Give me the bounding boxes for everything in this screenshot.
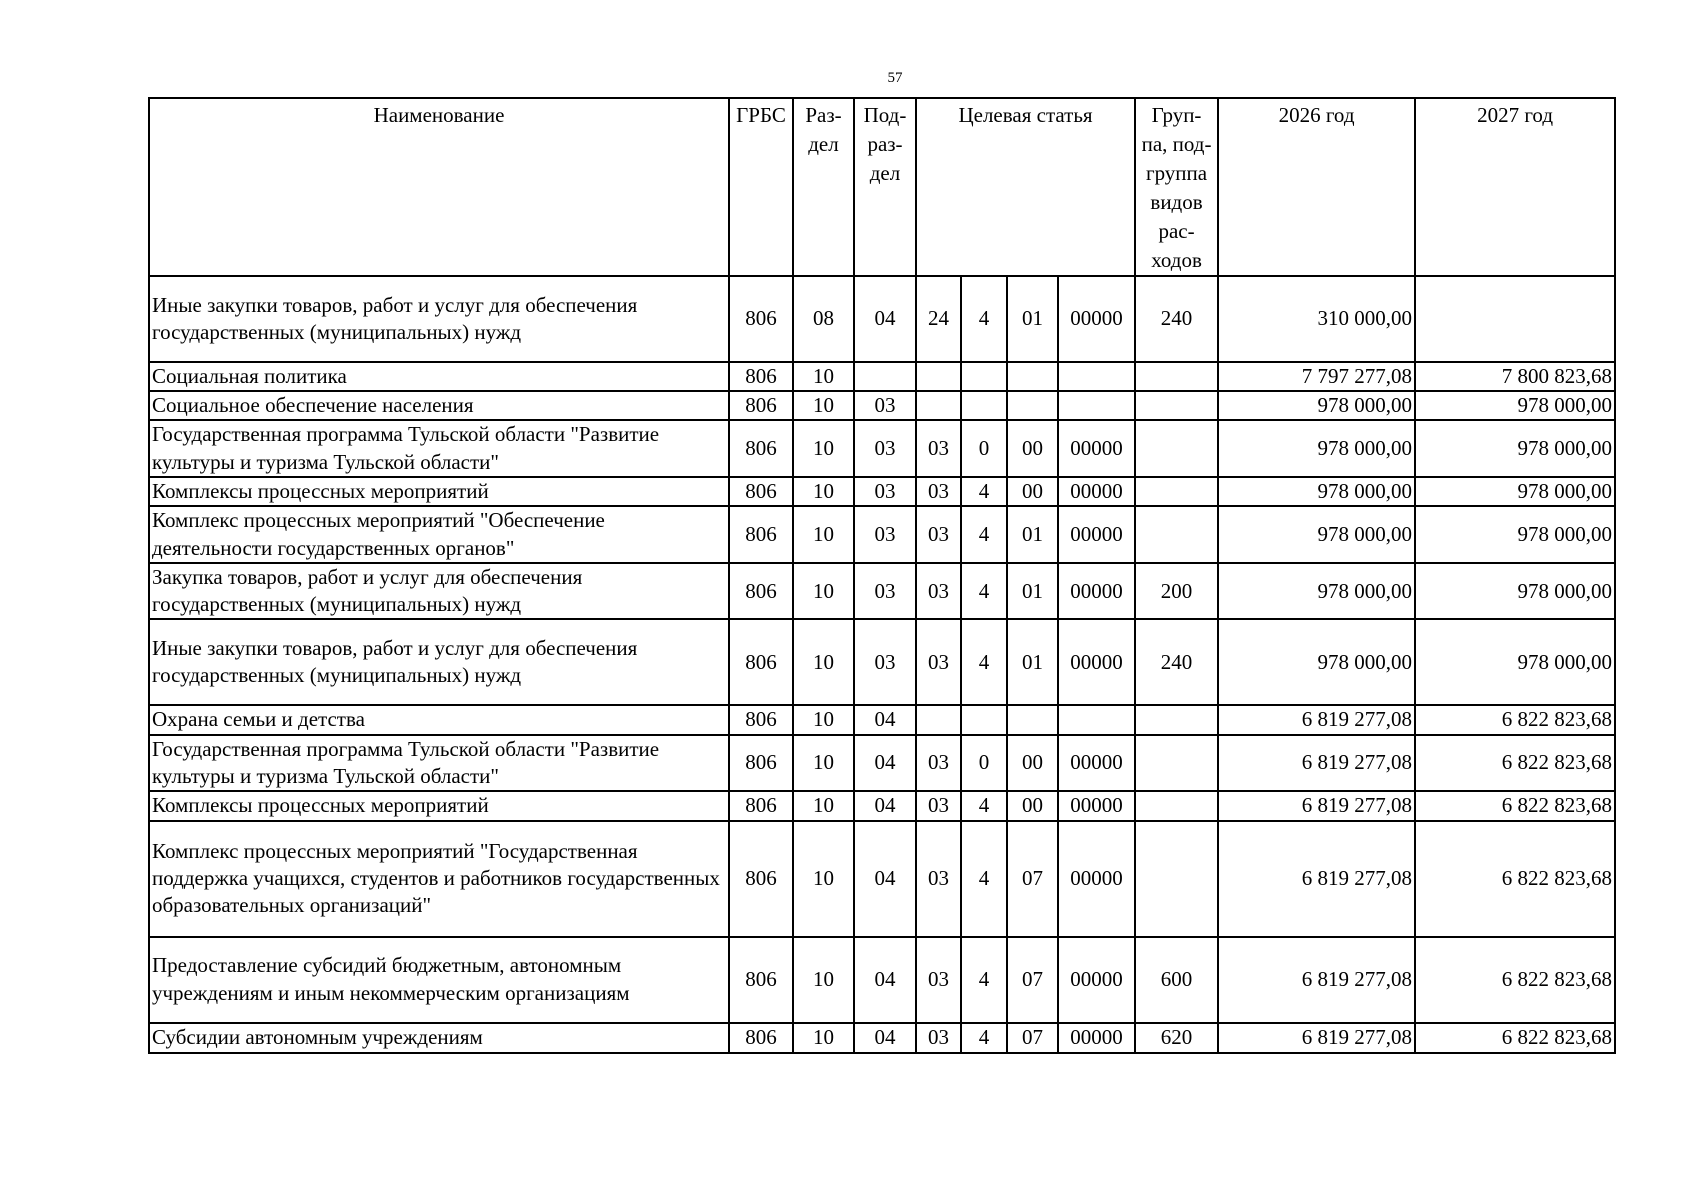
cell-amount-2026: 978 000,00	[1218, 563, 1415, 620]
header-razdel-line: дел	[808, 131, 839, 156]
cell-amount-2026: 978 000,00	[1218, 391, 1415, 420]
header-podrazdel-line: дел	[869, 160, 901, 185]
cell-razdel: 10	[793, 506, 854, 563]
cell-razdel: 10	[793, 791, 854, 820]
cell-expense-group: 200	[1135, 563, 1218, 620]
header-row	[149, 98, 1615, 276]
header-grbs: ГРБС	[729, 98, 793, 276]
cell-target-subprogram: 01	[1007, 563, 1058, 620]
cell-target-program: 24	[916, 276, 961, 362]
cell-target-direction: 00000	[1058, 563, 1135, 620]
table-row	[149, 735, 1615, 792]
header-expense-group	[1135, 98, 1218, 276]
cell-target-program: 03	[916, 563, 961, 620]
cell-target-subprogram: 00	[1007, 420, 1058, 477]
cell-grbs: 806	[729, 619, 793, 705]
cell-target-type: 4	[961, 937, 1007, 1023]
header-group-line: видов	[1150, 189, 1203, 214]
cell-target-subprogram: 00	[1007, 477, 1058, 506]
header-razdel-line: Раз-	[805, 103, 842, 127]
cell-expense-group	[1135, 791, 1218, 820]
cell-razdel: 10	[793, 420, 854, 477]
cell-expense-group	[1135, 477, 1218, 506]
cell-amount-2026: 6 819 277,08	[1218, 1023, 1415, 1053]
header-group-line: группа	[1145, 160, 1208, 185]
cell-amount-2027: 978 000,00	[1415, 619, 1615, 705]
cell-amount-2027: 978 000,00	[1415, 563, 1615, 620]
cell-target-program: 03	[916, 937, 961, 1023]
table-row	[149, 420, 1615, 477]
table-row	[149, 1023, 1615, 1053]
cell-razdel: 10	[793, 705, 854, 734]
cell-grbs: 806	[729, 362, 793, 391]
cell-target-subprogram: 07	[1007, 1023, 1058, 1053]
cell-grbs: 806	[729, 735, 793, 792]
cell-amount-2026: 6 819 277,08	[1218, 735, 1415, 792]
cell-target-type: 4	[961, 477, 1007, 506]
cell-podrazdel: 03	[854, 506, 916, 563]
cell-target-direction	[1058, 362, 1135, 391]
cell-podrazdel: 04	[854, 735, 916, 792]
cell-target-type: 4	[961, 821, 1007, 937]
cell-target-subprogram: 07	[1007, 937, 1058, 1023]
cell-name: Иные закупки товаров, работ и услуг для обеспечения государственных (муниципальных) нужд	[149, 276, 729, 362]
table-row	[149, 391, 1615, 420]
cell-grbs: 806	[729, 821, 793, 937]
cell-expense-group	[1135, 391, 1218, 420]
cell-razdel: 10	[793, 391, 854, 420]
cell-name: Государственная программа Тульской области "Развитие культуры и туризма Тульской области"	[149, 735, 729, 792]
cell-amount-2026: 6 819 277,08	[1218, 821, 1415, 937]
cell-podrazdel	[854, 362, 916, 391]
cell-target-direction	[1058, 391, 1135, 420]
cell-amount-2026: 310 000,00	[1218, 276, 1415, 362]
cell-target-type: 4	[961, 276, 1007, 362]
header-group-line: Груп-	[1151, 103, 1202, 127]
header-group-line: ходов	[1151, 247, 1202, 272]
header-group-line: рас-	[1158, 218, 1195, 243]
cell-target-subprogram: 01	[1007, 506, 1058, 563]
table-row	[149, 821, 1615, 937]
cell-target-program	[916, 391, 961, 420]
cell-amount-2027: 6 822 823,68	[1415, 791, 1615, 820]
cell-target-type	[961, 705, 1007, 734]
cell-target-subprogram: 01	[1007, 276, 1058, 362]
cell-name: Предоставление субсидий бюджетным, автономным учреждениям и иным некоммерческим организациям	[149, 937, 729, 1023]
table-row	[149, 937, 1615, 1023]
cell-amount-2027: 978 000,00	[1415, 506, 1615, 563]
cell-target-program: 03	[916, 420, 961, 477]
cell-grbs: 806	[729, 937, 793, 1023]
cell-target-direction: 00000	[1058, 619, 1135, 705]
cell-expense-group: 240	[1135, 619, 1218, 705]
cell-target-program: 03	[916, 735, 961, 792]
cell-target-direction: 00000	[1058, 1023, 1135, 1053]
cell-target-program: 03	[916, 619, 961, 705]
cell-amount-2026: 978 000,00	[1218, 619, 1415, 705]
table-row	[149, 506, 1615, 563]
cell-podrazdel: 04	[854, 705, 916, 734]
table-row	[149, 791, 1615, 820]
cell-amount-2027	[1415, 276, 1615, 362]
cell-podrazdel: 03	[854, 477, 916, 506]
header-podrazdel	[854, 98, 916, 276]
cell-amount-2027: 7 800 823,68	[1415, 362, 1615, 391]
header-razdel	[793, 98, 854, 276]
cell-name: Комплекс процессных мероприятий "Обеспечение деятельности государственных органов"	[149, 506, 729, 563]
cell-name: Иные закупки товаров, работ и услуг для обеспечения государственных (муниципальных) нужд	[149, 619, 729, 705]
cell-expense-group	[1135, 821, 1218, 937]
cell-target-subprogram: 00	[1007, 735, 1058, 792]
cell-podrazdel: 04	[854, 276, 916, 362]
cell-razdel: 10	[793, 362, 854, 391]
cell-expense-group	[1135, 735, 1218, 792]
cell-expense-group: 240	[1135, 276, 1218, 362]
cell-target-type: 4	[961, 791, 1007, 820]
cell-target-subprogram: 00	[1007, 791, 1058, 820]
cell-amount-2027: 978 000,00	[1415, 477, 1615, 506]
cell-grbs: 806	[729, 420, 793, 477]
cell-amount-2027: 6 822 823,68	[1415, 735, 1615, 792]
cell-razdel: 10	[793, 1023, 854, 1053]
header-target-article: Целевая статья	[916, 98, 1135, 276]
header-podrazdel-line: Под-	[863, 103, 907, 127]
cell-grbs: 806	[729, 391, 793, 420]
cell-razdel: 10	[793, 563, 854, 620]
cell-target-type: 4	[961, 506, 1007, 563]
cell-podrazdel: 03	[854, 391, 916, 420]
cell-podrazdel: 04	[854, 937, 916, 1023]
table-row	[149, 619, 1615, 705]
cell-target-direction: 00000	[1058, 735, 1135, 792]
cell-razdel: 10	[793, 937, 854, 1023]
cell-podrazdel: 04	[854, 821, 916, 937]
cell-target-subprogram	[1007, 391, 1058, 420]
cell-grbs: 806	[729, 477, 793, 506]
cell-amount-2027: 6 822 823,68	[1415, 821, 1615, 937]
cell-podrazdel: 04	[854, 1023, 916, 1053]
cell-target-direction: 00000	[1058, 477, 1135, 506]
cell-grbs: 806	[729, 276, 793, 362]
cell-target-type	[961, 362, 1007, 391]
cell-target-type: 4	[961, 619, 1007, 705]
cell-target-type: 4	[961, 563, 1007, 620]
cell-expense-group: 600	[1135, 937, 1218, 1023]
cell-amount-2026: 6 819 277,08	[1218, 791, 1415, 820]
cell-grbs: 806	[729, 506, 793, 563]
cell-grbs: 806	[729, 705, 793, 734]
cell-target-subprogram: 01	[1007, 619, 1058, 705]
cell-amount-2026: 978 000,00	[1218, 420, 1415, 477]
cell-target-direction: 00000	[1058, 791, 1135, 820]
cell-target-program	[916, 705, 961, 734]
cell-amount-2027: 6 822 823,68	[1415, 937, 1615, 1023]
cell-name: Закупка товаров, работ и услуг для обеспечения государственных (муниципальных) нужд	[149, 563, 729, 620]
cell-amount-2027: 6 822 823,68	[1415, 705, 1615, 734]
cell-razdel: 10	[793, 619, 854, 705]
table-row	[149, 563, 1615, 620]
cell-grbs: 806	[729, 563, 793, 620]
cell-target-type: 0	[961, 735, 1007, 792]
cell-target-program: 03	[916, 1023, 961, 1053]
cell-name: Комплексы процессных мероприятий	[149, 791, 729, 820]
cell-amount-2027: 978 000,00	[1415, 391, 1615, 420]
cell-razdel: 10	[793, 735, 854, 792]
header-group-line: па, под-	[1141, 131, 1212, 156]
cell-amount-2026: 978 000,00	[1218, 506, 1415, 563]
cell-target-direction: 00000	[1058, 276, 1135, 362]
cell-name: Социальное обеспечение населения	[149, 391, 729, 420]
cell-target-direction	[1058, 705, 1135, 734]
table-row	[149, 276, 1615, 362]
cell-expense-group	[1135, 705, 1218, 734]
cell-podrazdel: 03	[854, 563, 916, 620]
cell-target-program: 03	[916, 477, 961, 506]
cell-target-direction: 00000	[1058, 937, 1135, 1023]
cell-name: Комплекс процессных мероприятий "Государственная поддержка учащихся, студентов и работников государственных образовательных организаций"	[149, 821, 729, 937]
cell-target-program: 03	[916, 506, 961, 563]
cell-target-subprogram	[1007, 705, 1058, 734]
cell-target-type: 0	[961, 420, 1007, 477]
cell-target-subprogram	[1007, 362, 1058, 391]
cell-razdel: 10	[793, 821, 854, 937]
page-number: 57	[887, 70, 903, 86]
cell-podrazdel: 03	[854, 420, 916, 477]
cell-grbs: 806	[729, 791, 793, 820]
cell-amount-2026: 6 819 277,08	[1218, 705, 1415, 734]
cell-amount-2026: 6 819 277,08	[1218, 937, 1415, 1023]
cell-target-direction: 00000	[1058, 420, 1135, 477]
cell-grbs: 806	[729, 1023, 793, 1053]
cell-name: Социальная политика	[149, 362, 729, 391]
header-name: Наименование	[149, 98, 729, 276]
cell-amount-2027: 6 822 823,68	[1415, 1023, 1615, 1053]
cell-amount-2027: 978 000,00	[1415, 420, 1615, 477]
cell-target-direction: 00000	[1058, 821, 1135, 937]
cell-amount-2026: 978 000,00	[1218, 477, 1415, 506]
cell-amount-2026: 7 797 277,08	[1218, 362, 1415, 391]
header-podrazdel-line: раз-	[867, 131, 903, 156]
cell-name: Государственная программа Тульской области "Развитие культуры и туризма Тульской области"	[149, 420, 729, 477]
header-year-2027: 2027 год	[1415, 98, 1615, 276]
cell-name: Субсидии автономным учреждениям	[149, 1023, 729, 1053]
cell-podrazdel: 03	[854, 619, 916, 705]
cell-razdel: 10	[793, 477, 854, 506]
cell-expense-group	[1135, 506, 1218, 563]
cell-target-subprogram: 07	[1007, 821, 1058, 937]
cell-target-type: 4	[961, 1023, 1007, 1053]
cell-target-program	[916, 362, 961, 391]
cell-name: Охрана семьи и детства	[149, 705, 729, 734]
table-body	[149, 98, 1615, 1053]
table-row	[149, 362, 1615, 391]
budget-table	[148, 97, 1616, 1054]
cell-expense-group	[1135, 420, 1218, 477]
cell-expense-group	[1135, 362, 1218, 391]
cell-target-program: 03	[916, 791, 961, 820]
cell-target-type	[961, 391, 1007, 420]
cell-name: Комплексы процессных мероприятий	[149, 477, 729, 506]
table-row	[149, 477, 1615, 506]
cell-podrazdel: 04	[854, 791, 916, 820]
cell-target-direction: 00000	[1058, 506, 1135, 563]
cell-target-program: 03	[916, 821, 961, 937]
cell-razdel: 08	[793, 276, 854, 362]
header-year-2026: 2026 год	[1218, 98, 1415, 276]
table-row	[149, 705, 1615, 734]
cell-expense-group: 620	[1135, 1023, 1218, 1053]
